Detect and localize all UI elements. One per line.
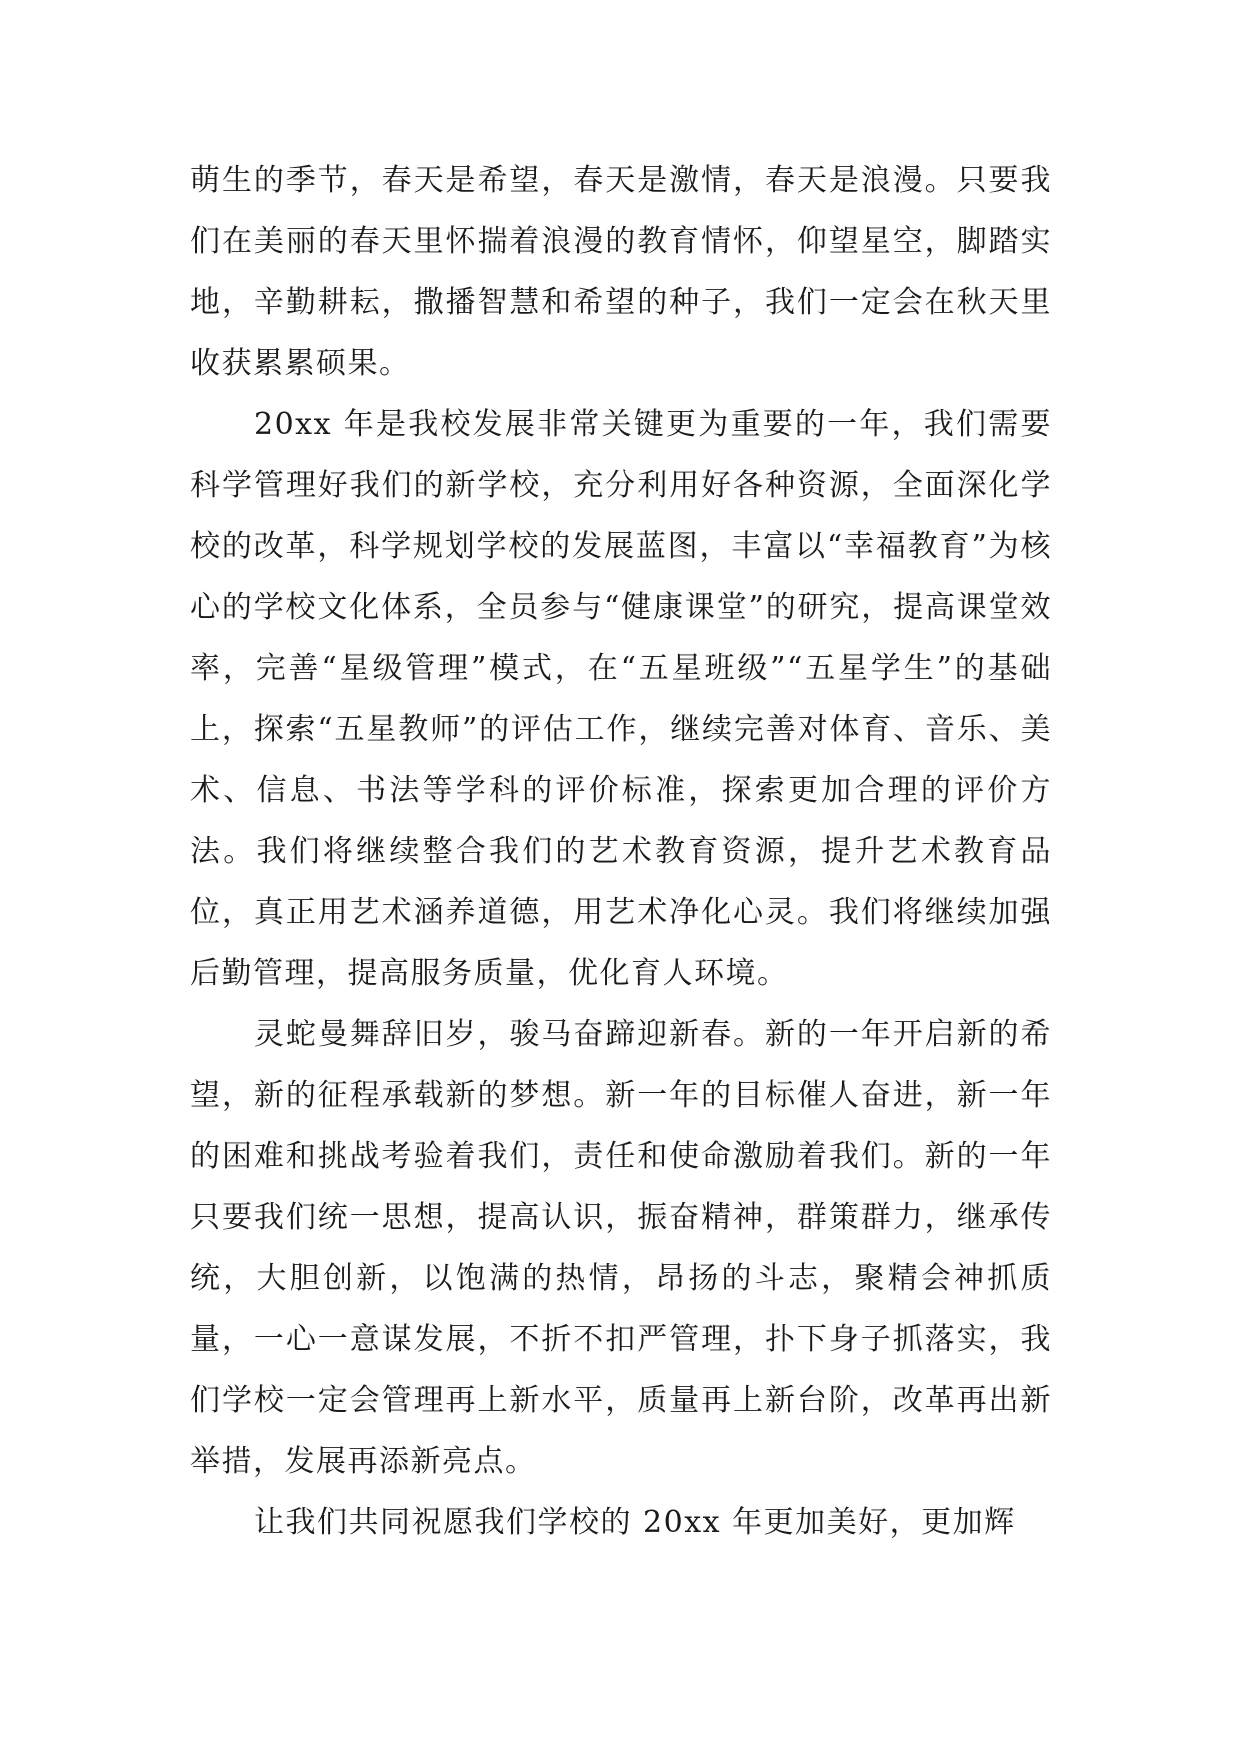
paragraph-wishes: 让我们共同祝愿我们学校的 20xx 年更加美好，更加辉 bbox=[254, 1505, 1016, 1540]
paragraph-new-year: 灵蛇曼舞辞旧岁，骏马奋蹄迎新春。新的一年开启新的希望，新的征程承载新的梦想。新一年的目标催人奋进，新一年的困难和挑战考验着我们，责任和使命激励着我们。新的一年只要我们统一思想，提高认识，振奋精神，群策群力，继承传统，大胆创新，以饱满的热情，昂扬的斗志，聚精会神抓质量，一心一意谋发展，不折不扣严管理，扑下身子抓落实，我们学校一定会管理再上新水平，质量再上新台阶，改革再出新举措，发展再添新亮点。 bbox=[190, 1017, 1052, 1479]
paragraph-school-plan: 20xx 年是我校发展非常关键更为重要的一年，我们需要科学管理好我们的新学校，充分利用好各种资源，全面深化学校的改革，科学规划学校的发展蓝图，丰富以“幸福教育”为核心的学校文化体系，全员参与“健康课堂”的研究，提高课堂效率，完善“星级管理”模式，在“五星班级”“五星学生”的基础上，探索“五星教师”的评估工作，继续完善对体育、音乐、美术、信息、书法等学科的评价标准，探索更加合理的评价方法。我们将继续整合我们的艺术教育资源，提升艺术教育品位，真正用艺术涵养道德，用艺术净化心灵。我们将继续加强后勤管理，提高服务质量，优化育人环境。 bbox=[190, 407, 1052, 991]
paragraph-spring: 萌生的季节，春天是希望，春天是激情，春天是浪漫。只要我们在美丽的春天里怀揣着浪漫的教育情怀，仰望星空，脚踏实地，辛勤耕耘，撒播智慧和希望的种子，我们一定会在秋天里收获累累硕果。 bbox=[190, 163, 1052, 381]
document-body bbox=[190, 150, 1052, 1553]
